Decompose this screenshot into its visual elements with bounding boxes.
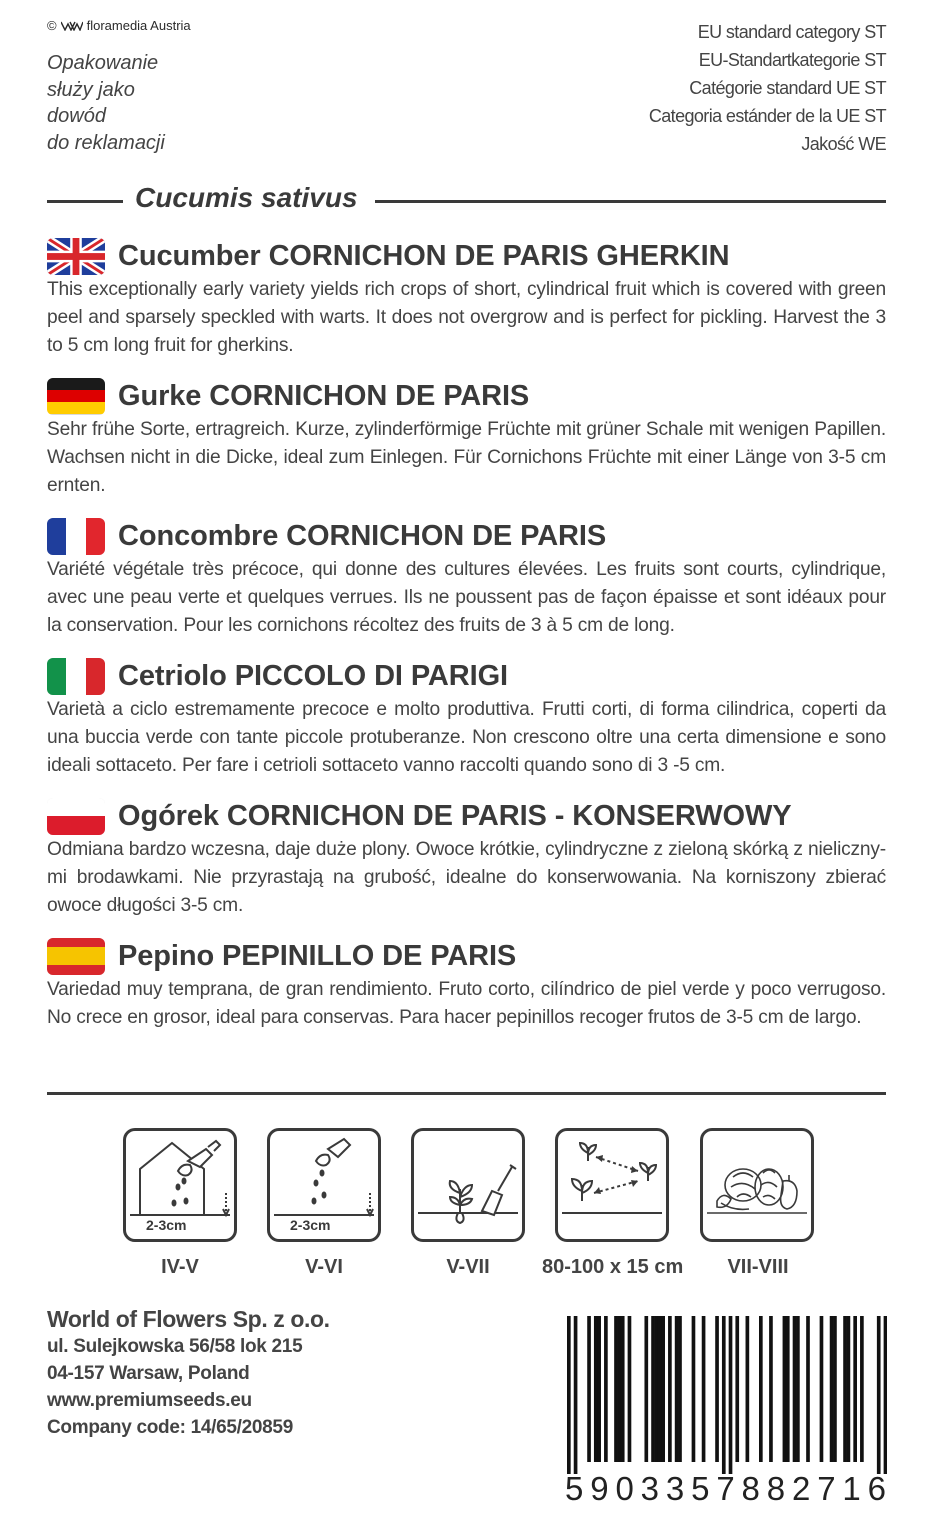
germany-flag-icon: [47, 378, 105, 415]
barcode-bar: [567, 1316, 571, 1474]
harvest-icon: [700, 1128, 814, 1242]
company-info: [47, 1306, 330, 1441]
section-title: Gurke CORNICHON DE PARIS: [118, 379, 530, 412]
barcode-bar: [675, 1316, 679, 1462]
company-name: World of Flowers Sp. z o.o.: [47, 1306, 330, 1332]
barcode-bar: [618, 1316, 622, 1462]
barcode-bar: [702, 1316, 706, 1462]
barcode-digit: 8: [741, 1470, 761, 1507]
warranty-line: do reklamacji: [47, 131, 165, 154]
sowing-period-label: V-VI: [305, 1256, 343, 1278]
barcode-digit: 8: [766, 1470, 787, 1507]
barcode-bar: [692, 1316, 696, 1462]
barcode-digit: 1: [842, 1470, 862, 1507]
italy-flag-icon: [47, 658, 105, 695]
barcode-bar: [614, 1316, 618, 1462]
warranty-note: [47, 50, 165, 156]
section-italian: [47, 656, 886, 780]
section-english: [47, 236, 886, 360]
barcode-bar: [860, 1316, 864, 1462]
indoor-sowing-icon: [123, 1128, 237, 1242]
warranty-line: służy jako: [47, 78, 135, 101]
barcode-bar: [621, 1316, 625, 1462]
section-german: [47, 376, 886, 500]
barcode-number: [565, 1470, 887, 1508]
barcode-digit: 0: [615, 1470, 635, 1507]
latin-name-row: [47, 182, 886, 218]
section-title: Ogórek CORNICHON DE PARIS - KONSERWOWY: [118, 799, 792, 832]
section-body: Sehr frühe Sorte, ertragreich. Kurze, zylinderförmige Früchte mit grüner Schale mit wenigen Papillen. Wachsen nicht in die Dicke, ideal zum Einlegen. Für Cornichons Früchte mit einer Länge von 3-5 cm ernten.: [47, 419, 886, 496]
barcode-bar: [759, 1316, 763, 1462]
divider: [375, 200, 886, 203]
barcode: [567, 1316, 887, 1474]
category-line: EU standard category ST: [697, 22, 886, 42]
barcode-digit: 3: [665, 1470, 686, 1507]
barcode-digit: 7: [817, 1470, 837, 1507]
eu-category-list: [649, 18, 886, 158]
barcode-bar: [722, 1316, 726, 1474]
section-body: Varietà a ciclo estremamente precoce e molto produttiva. Frutti corti, di forma cilindrica, coperti da una buccia verde con tante piccole protuberanze. Non crescono oltre una certa dimensione e sono ideali sottaceto. Per fare i cetrioli sottaceto vanno raccolti quando sono di 3 -5 cm.: [47, 699, 886, 776]
barcode-digit: 9: [590, 1470, 610, 1507]
barcode-bar: [587, 1316, 591, 1462]
section-body: Odmiana bardzo wczesna, daje duże plony. Owoce krótkie, cylindryczne z zieloną skórką z nieliczny-mi brodawkami. Nie przyrastają na grubość, idealne do konserwowania. Na korniszony zbierać owoce długości 3-5 cm.: [47, 839, 886, 916]
sowing-depth-label: 2-3cm: [146, 1217, 187, 1233]
section-body: Variété végétale très précoce, qui donne des cultures élevées. Les fruits sont courts, cylindrique, avec une peau verte et quelques verrues. Ils ne poussent pas de façon épaisse et sont idéaux pour la conservation. Pour les cornichons récoltez des fruits de 3 à 5 cm de long.: [47, 559, 886, 636]
barcode-bar: [604, 1316, 608, 1462]
section-title: Cucumber CORNICHON DE PARIS GHERKIN: [118, 239, 730, 272]
barcode-bar: [786, 1316, 790, 1462]
category-line: Jakość WE: [801, 134, 886, 154]
copyright-symbol: ©: [47, 18, 57, 33]
warranty-line: dowód: [47, 105, 106, 127]
barcode-bar: [597, 1316, 601, 1462]
barcode-digit: 3: [640, 1470, 661, 1507]
barcode-bar: [628, 1316, 632, 1462]
barcode-bar: [830, 1316, 834, 1462]
outdoor-sowing-icon: [267, 1128, 381, 1242]
barcode-digit: 7: [716, 1470, 736, 1507]
divider: [47, 1092, 886, 1095]
harvest-period-label: VII-VIII: [727, 1256, 789, 1278]
barcode-bar: [853, 1316, 857, 1462]
barcode-bar: [574, 1316, 578, 1474]
sowing-period-label: IV-V: [161, 1256, 199, 1278]
company-address-line: ul. Sulejkowska 56/58 lok 215: [47, 1336, 303, 1357]
sowing-period-label: V-VII: [446, 1256, 490, 1278]
barcode-bar: [746, 1316, 750, 1462]
barcode-bar: [884, 1316, 887, 1474]
barcode-bar: [655, 1316, 659, 1462]
barcode-bar: [661, 1316, 665, 1462]
section-title: Pepino PEPINILLO DE PARIS: [118, 939, 517, 972]
france-flag-icon: [47, 518, 105, 555]
transplanting-icon: [411, 1128, 525, 1242]
barcode-bar: [644, 1316, 648, 1462]
barcode-digit: 5: [691, 1470, 711, 1507]
plant-spacing-icon: [555, 1128, 669, 1242]
barcode-bar: [877, 1316, 881, 1474]
company-website: www.premiumseeds.eu: [47, 1390, 252, 1411]
spain-flag-icon: [47, 938, 105, 975]
company-address-line: 04-157 Warsaw, Poland: [47, 1363, 250, 1384]
barcode-bar: [668, 1316, 672, 1462]
section-french: [47, 516, 886, 640]
barcode-digit: 6: [867, 1470, 887, 1507]
barcode-bar: [678, 1316, 682, 1462]
barcode-bar: [843, 1316, 847, 1462]
section-body: This exceptionally early variety yields rich crops of short, cylindrical fruit which is covered with green peel and sparsely speckled with warts. It does not overgrow and is perfect for pickling. Harvest the 3 to 5 cm long fruit for gherkins.: [47, 279, 886, 356]
warranty-line: Opakowanie: [47, 52, 159, 74]
barcode-bar: [820, 1316, 824, 1462]
barcode-bar: [729, 1316, 733, 1474]
barcode-digit: 5: [565, 1470, 585, 1507]
barcode-bar: [793, 1316, 797, 1462]
section-polish: [47, 796, 886, 920]
barcode-bar: [847, 1316, 851, 1462]
section-title: Concombre CORNICHON DE PARIS: [118, 519, 607, 552]
barcode-bar: [833, 1316, 837, 1462]
sowing-depth-label: 2-3cm: [290, 1217, 331, 1233]
barcode-bar: [806, 1316, 810, 1462]
copyright-brand: floramedia Austria: [86, 18, 191, 33]
category-line: Categoria estánder de la UE ST: [648, 106, 886, 126]
barcode-bar: [783, 1316, 787, 1462]
company-code: Company code: 14/65/20859: [47, 1417, 293, 1438]
barcode-bar: [796, 1316, 800, 1462]
barcode-bar: [735, 1316, 739, 1462]
poland-flag-icon: [47, 798, 105, 835]
floramedia-logo-icon: [61, 21, 83, 31]
latin-name: Cucumis sativus: [135, 182, 358, 213]
category-line: Catégorie standard UE ST: [689, 78, 886, 98]
barcode-digit: 2: [791, 1470, 812, 1507]
section-body: Variedad muy temprana, de gran rendimiento. Fruto corto, cilíndrico de piel verde y poco verrugoso. No crece en grosor, ideal para conservas. Para hacer pepinillos recoger frutos de 3-5 cm de largo.: [47, 979, 886, 1028]
barcode-bar: [715, 1316, 719, 1462]
category-line: EU-Standartkategorie ST: [698, 50, 886, 70]
spacing-label: 80-100 x 15 cm: [542, 1256, 684, 1278]
copyright-line: [47, 18, 191, 33]
barcode-bar: [594, 1316, 598, 1462]
divider: [47, 200, 123, 203]
barcode-bar: [651, 1316, 655, 1462]
barcode-bar: [769, 1316, 773, 1462]
uk-flag-icon: [47, 238, 105, 275]
barcode-bar: [658, 1316, 662, 1462]
section-title: Cetriolo PICCOLO DI PARIGI: [118, 659, 508, 692]
section-spanish: [47, 936, 886, 1032]
